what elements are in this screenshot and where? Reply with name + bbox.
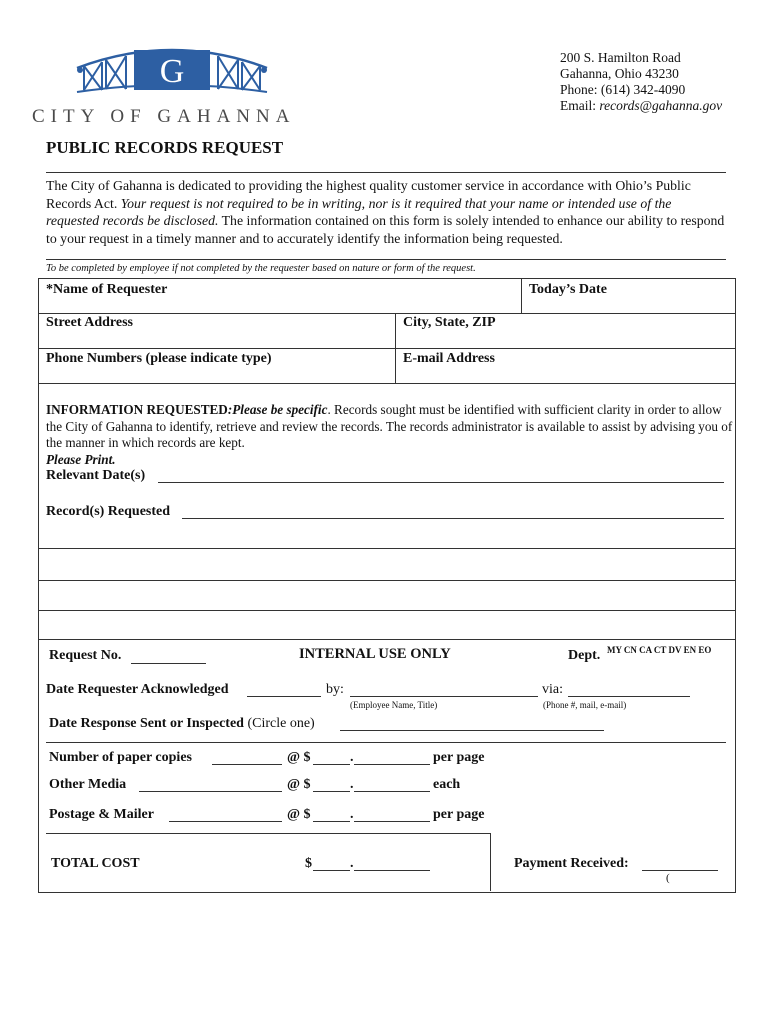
dept-codes[interactable]: MY CN CA CT DV EN EO (607, 645, 712, 655)
paper-copies-label: Number of paper copies (49, 750, 192, 765)
address-line2: Gahanna, Ohio 43230 (560, 66, 679, 81)
media-cents-line[interactable] (354, 791, 430, 792)
todays-date-cell[interactable] (521, 278, 736, 314)
records-line-1[interactable] (38, 548, 736, 581)
info-print: Please Print. (46, 451, 116, 467)
records-requested-label: Record(s) Requested (46, 504, 171, 519)
postage-per-page: per page (433, 807, 485, 822)
city-state-zip-label: City, State, ZIP (403, 315, 496, 330)
payment-received-label: Payment Received: (514, 856, 629, 871)
email-address-label: E-mail Address (403, 351, 495, 366)
street-address-label: Street Address (46, 315, 133, 330)
total-dot: . (350, 856, 354, 871)
intro-text-2: Your request is not required to be in writing, nor is it required that your name or intended use of the requested records be disclosed. (46, 195, 672, 228)
employee-hint: (Employee Name, Title) (350, 700, 438, 710)
paper-copies-count-line[interactable] (212, 764, 282, 765)
request-no-label: Request No. (49, 648, 122, 663)
contact-block (560, 50, 722, 114)
email-label: Email: (560, 98, 600, 113)
ack-via-line[interactable] (568, 696, 690, 697)
other-media-line[interactable] (139, 791, 282, 792)
title-divider (46, 172, 726, 173)
paper-per-page: per page (433, 750, 485, 765)
total-dollars-line[interactable] (313, 870, 350, 871)
ack-label: Date Requester Acknowledged (46, 682, 229, 697)
dept-label: Dept. (568, 648, 601, 663)
intro-paragraph (46, 177, 726, 247)
info-colon: : (227, 402, 233, 417)
payment-received-line[interactable] (642, 870, 718, 871)
total-cost-label: TOTAL COST (51, 856, 140, 871)
info-specific: Please be specific (232, 402, 328, 417)
internal-use-section (38, 639, 736, 893)
postage-at-dollar: @ $ (287, 807, 311, 822)
form-title: PUBLIC RECORDS REQUEST (46, 138, 284, 157)
phone-numbers-label: Phone Numbers (please indicate type) (46, 351, 272, 366)
media-at-dollar: @ $ (287, 777, 311, 792)
total-divider (46, 833, 491, 834)
intro-text-3: The information contained on this form is solely intended to enhance our ability to respond to your request in a timely manner and to accurately identify the information being requested. (46, 213, 725, 246)
relevant-dates-line[interactable] (158, 482, 724, 483)
records-line-3[interactable] (38, 610, 736, 640)
request-no-line[interactable] (131, 663, 206, 664)
info-heading: INFORMATION REQUESTED (46, 402, 228, 417)
requester-name-cell[interactable] (38, 278, 522, 314)
city-state-zip-cell[interactable] (395, 313, 736, 349)
city-logo (72, 40, 272, 100)
postage-label: Postage & Mailer (49, 807, 154, 822)
todays-date-label: Today’s Date (529, 282, 607, 297)
intro-text-1: The City of Gahanna is dedicated to providing the highest quality customer service in accordance with Ohio’s Public Records Act. (46, 178, 691, 211)
postage-dollars-line[interactable] (313, 821, 350, 822)
ack-date-line[interactable] (247, 696, 321, 697)
other-media-label: Other Media (49, 777, 127, 792)
response-label: Date Response Sent or Inspected (49, 716, 244, 731)
total-cents-line[interactable] (354, 870, 430, 871)
info-body: . Records sought must be identified with sufficient clarity in order to allow the City of Gahanna to identify, retrieve and review the records. The records administrator is available to assist by advising you of the manner in which records are kept. (46, 402, 733, 450)
email-address-cell[interactable] (395, 348, 736, 384)
media-dot: . (350, 777, 354, 792)
employee-note: To be completed by employee if not completed by the requester based on nature or form of the request. (46, 263, 476, 274)
city-name: CITY OF GAHANNA (32, 106, 296, 127)
payment-divider (490, 833, 491, 891)
paper-at-dollar: @ $ (287, 750, 311, 765)
records-requested-line[interactable] (182, 518, 724, 519)
intro-divider (46, 259, 726, 260)
logo-letter: G (159, 53, 185, 90)
ack-by-line[interactable] (350, 696, 538, 697)
media-each: each (433, 777, 461, 792)
requester-name-label: *Name of Requester (46, 282, 168, 297)
address-line1: 200 S. Hamilton Road (560, 50, 681, 65)
media-dollars-line[interactable] (313, 791, 350, 792)
payment-paren: ( (666, 872, 670, 884)
postage-line[interactable] (169, 821, 282, 822)
postage-cents-line[interactable] (354, 821, 430, 822)
paper-dot: . (350, 750, 354, 765)
street-address-cell[interactable] (38, 313, 396, 349)
response-date-line[interactable] (340, 730, 604, 731)
relevant-dates-label: Relevant Date(s) (46, 468, 146, 483)
paper-cents-line[interactable] (354, 764, 430, 765)
by-label: by: (326, 682, 344, 697)
records-line-2[interactable] (38, 580, 736, 611)
email-line (560, 98, 722, 114)
internal-use-title: INTERNAL USE ONLY (299, 646, 451, 662)
cost-divider (46, 742, 726, 743)
response-line (49, 716, 315, 732)
email-link[interactable]: records@gahanna.gov (599, 98, 723, 113)
paper-dollars-line[interactable] (313, 764, 350, 765)
phone-numbers-cell[interactable] (38, 348, 396, 384)
circle-one-note: (Circle one) (243, 716, 315, 731)
info-instructions (46, 402, 734, 468)
postage-dot: . (350, 807, 354, 822)
phone-hint: (Phone #, mail, e-mail) (543, 700, 627, 710)
phone-line: Phone: (614) 342-4090 (560, 82, 686, 97)
via-label: via: (542, 682, 563, 697)
total-dollar-sign: $ (305, 856, 312, 871)
